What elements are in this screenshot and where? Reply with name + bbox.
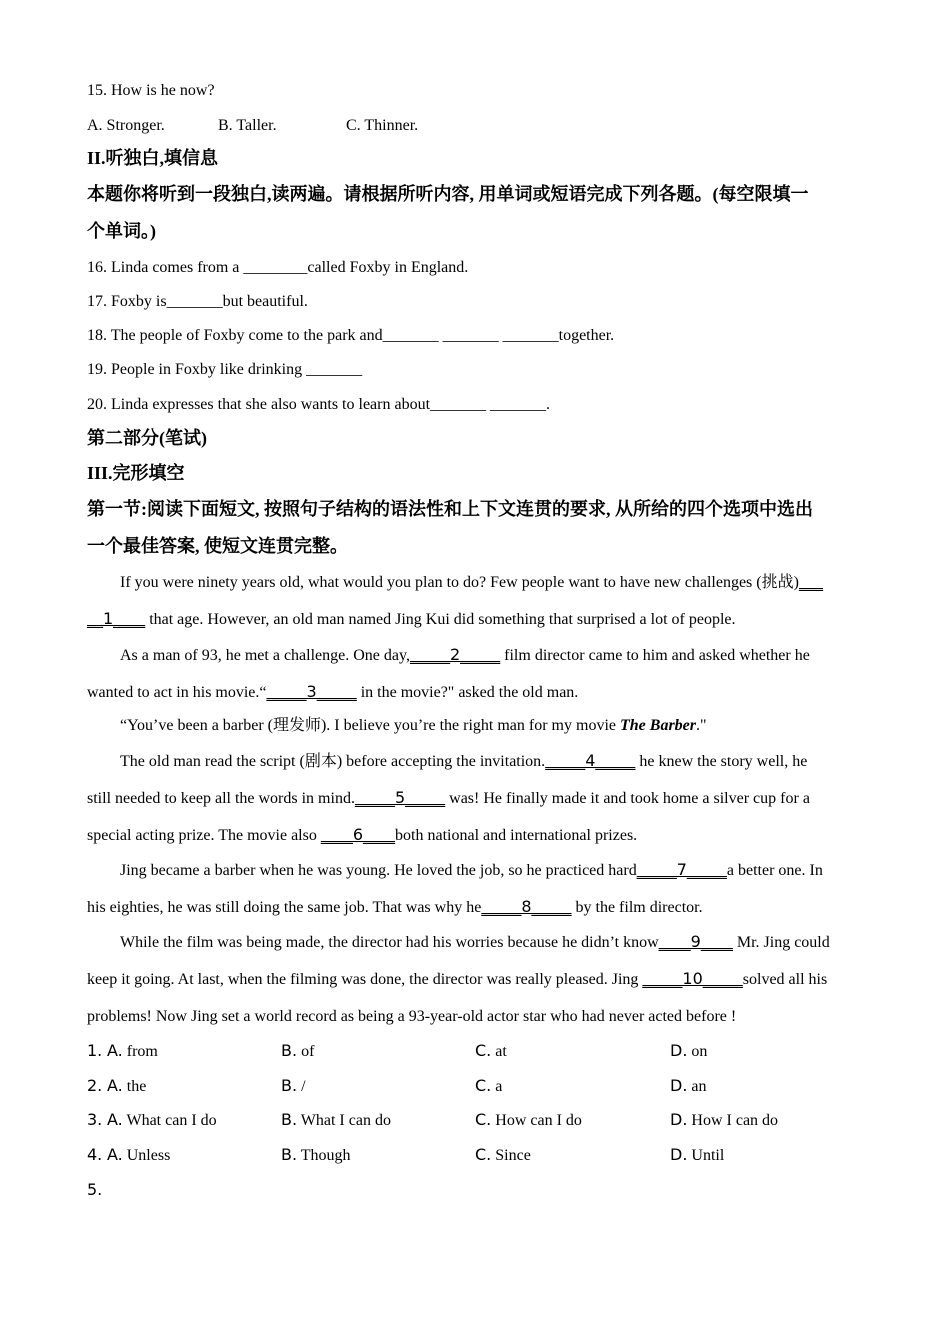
choice-option-c[interactable]	[475, 1145, 531, 1166]
passage-text: his eighties, he was still doing the same job. That was why he	[87, 899, 482, 916]
option-letter: A.	[107, 1076, 123, 1095]
option-text: a	[495, 1078, 503, 1095]
choice-option-b[interactable]	[281, 1076, 306, 1097]
passage-line	[87, 969, 827, 990]
passage-text: that age. However, an old man named Jing Kui did something that surprised a lot of people.	[145, 611, 736, 628]
blank-3: _____3_____	[266, 682, 357, 701]
passage-line	[120, 932, 830, 953]
blank-8: _____8_____	[481, 897, 572, 916]
choice-option-d[interactable]	[670, 1145, 724, 1166]
blank-1: __1____	[87, 609, 146, 628]
option-letter: D.	[670, 1076, 688, 1095]
passage-line	[120, 572, 823, 593]
passage-text: was! He finally made it and took home a silver cup for a	[445, 790, 810, 807]
passage-line	[87, 1007, 736, 1027]
choice-option-a[interactable]	[107, 1145, 170, 1166]
choice-option-a[interactable]	[107, 1076, 146, 1097]
passage-text: Jing became a barber when he was young. He loved the job, so he practiced hard	[120, 862, 637, 879]
blank-7: _____7_____	[636, 860, 727, 879]
passage-text: film director came to him and asked whether he	[500, 647, 810, 664]
blank-4: _____4_____	[545, 751, 636, 770]
option-text: from	[126, 1043, 158, 1060]
blank-6: ____6____	[320, 825, 396, 844]
section-3-instruction-line2: 一个最佳答案, 使短文连贯完整。	[87, 536, 348, 556]
passage-line	[87, 825, 637, 846]
choice-option-b[interactable]	[281, 1110, 391, 1131]
passage-line	[120, 645, 810, 666]
passage-text: still needed to keep all the words in mind.	[87, 790, 355, 807]
blank-9: ____9____	[658, 932, 733, 951]
section-2-heading: II.听独白,填信息	[87, 148, 219, 168]
question-19: 19. People in Foxby like drinking _______	[87, 361, 363, 378]
option-letter: D.	[670, 1145, 688, 1164]
option-text: Unless	[126, 1147, 171, 1164]
section-3-heading: III.完形填空	[87, 463, 185, 483]
passage-text: solved all his	[742, 971, 828, 988]
q15-option-c: C. Thinner.	[346, 117, 419, 134]
option-text: Though	[300, 1147, 351, 1164]
passage-text: in the movie?" asked the old man.	[356, 684, 579, 701]
option-text: /	[301, 1078, 306, 1095]
choice-option-d[interactable]	[670, 1041, 707, 1062]
option-text: What I can do	[300, 1112, 391, 1129]
option-letter: C.	[475, 1076, 492, 1095]
option-text: at	[495, 1043, 507, 1060]
option-letter: A.	[107, 1145, 123, 1164]
section-2-instruction-line1: 本题你将听到一段独白,读两遍。请根据所听内容, 用单词或短语完成下列各题。(每空限填一	[87, 184, 809, 204]
option-text: What can I do	[126, 1112, 217, 1129]
question-17: 17. Foxby is_______but beautiful.	[87, 293, 308, 310]
q15-option-a: A. Stronger.	[87, 117, 165, 134]
passage-line	[87, 897, 703, 918]
choice-option-b[interactable]	[281, 1041, 314, 1062]
passage-text: ."	[696, 717, 707, 734]
passage-line	[120, 716, 707, 736]
option-letter: C.	[475, 1110, 492, 1129]
option-letter: A.	[107, 1110, 123, 1129]
choice-number: 1.	[87, 1041, 103, 1060]
option-letter: C.	[475, 1041, 492, 1060]
option-letter: D.	[670, 1110, 688, 1129]
choice-number: 5.	[87, 1180, 103, 1199]
choice-option-c[interactable]	[475, 1076, 502, 1097]
question-18: 18. The people of Foxby come to the park and_______ _______ _______together.	[87, 327, 615, 344]
passage-text: keep it going. At last, when the filming was done, the director was really pleased. Jing	[87, 971, 643, 988]
question-20: 20. Linda expresses that she also wants to learn about_______ _______.	[87, 396, 551, 413]
option-letter: B.	[281, 1110, 298, 1129]
passage-text: As a man of 93, he met a challenge. One day,	[120, 647, 410, 664]
choice-number: 4.	[87, 1145, 103, 1164]
choice-option-d[interactable]	[670, 1110, 778, 1131]
blank-10: _____10_____	[642, 969, 743, 988]
question-16: 16. Linda comes from a ________called Foxby in England.	[87, 259, 469, 276]
blank-5: _____5_____	[354, 788, 446, 807]
choice-option-d[interactable]	[670, 1076, 707, 1097]
passage-text: by the film director.	[571, 899, 703, 916]
passage-text: special acting prize. The movie also	[87, 827, 321, 844]
option-letter: A.	[107, 1041, 123, 1060]
option-text: Until	[691, 1147, 725, 1164]
passage-text: problems! Now Jing set a world record as being a 93-year-old actor star who had never acted before !	[87, 1008, 737, 1025]
choice-option-b[interactable]	[281, 1145, 351, 1166]
passage-text: The old man read the script (剧本) before accepting the invitation.	[120, 753, 546, 770]
passage-line	[120, 751, 807, 772]
option-letter: C.	[475, 1145, 492, 1164]
passage-text: “You’ve been a barber (理发师). I believe you’re the right man for my movie	[120, 717, 620, 734]
question-15-stem: 15. How is he now?	[87, 82, 215, 99]
choice-number: 3.	[87, 1110, 103, 1129]
option-letter: B.	[281, 1076, 298, 1095]
passage-line	[120, 860, 823, 881]
movie-title: The Barber	[620, 717, 696, 734]
option-text: Since	[495, 1147, 531, 1164]
section-3-instruction-line1: 第一节:阅读下面短文, 按照句子结构的语法性和上下文连贯的要求, 从所给的四个选项中选出	[87, 499, 813, 519]
option-text: on	[691, 1043, 708, 1060]
choice-number: 2.	[87, 1076, 103, 1095]
choice-option-c[interactable]	[475, 1110, 582, 1131]
choice-option-a[interactable]	[107, 1110, 217, 1131]
option-text: the	[126, 1078, 147, 1095]
passage-text: a better one. In	[726, 862, 823, 879]
option-text: How I can do	[691, 1112, 779, 1129]
passage-text: both national and international prizes.	[395, 827, 638, 844]
option-letter: D.	[670, 1041, 688, 1060]
passage-line	[87, 609, 736, 630]
passage-line	[87, 682, 578, 703]
passage-text: Mr. Jing could	[732, 934, 830, 951]
part-2-heading: 第二部分(笔试)	[87, 428, 207, 448]
blank-2: _____2_____	[409, 645, 501, 664]
blank-1-start: ___	[798, 572, 823, 591]
passage-text: wanted to act in his movie.“	[87, 684, 267, 701]
passage-text: While the film was being made, the director had his worries because he didn’t know	[120, 934, 659, 951]
option-text: an	[691, 1078, 707, 1095]
choice-option-a[interactable]	[107, 1041, 158, 1062]
q15-option-b: B. Taller.	[218, 117, 277, 134]
option-text: How can I do	[495, 1112, 582, 1129]
choice-option-c[interactable]	[475, 1041, 507, 1062]
passage-text: If you were ninety years old, what would you plan to do? Few people want to have new challenges (挑战)	[120, 574, 799, 591]
option-text: of	[301, 1043, 315, 1060]
option-letter: B.	[281, 1145, 298, 1164]
passage-line	[87, 788, 810, 809]
passage-text: he knew the story well, he	[635, 753, 808, 770]
option-letter: B.	[281, 1041, 298, 1060]
section-2-instruction-line2: 个单词。)	[87, 221, 156, 241]
